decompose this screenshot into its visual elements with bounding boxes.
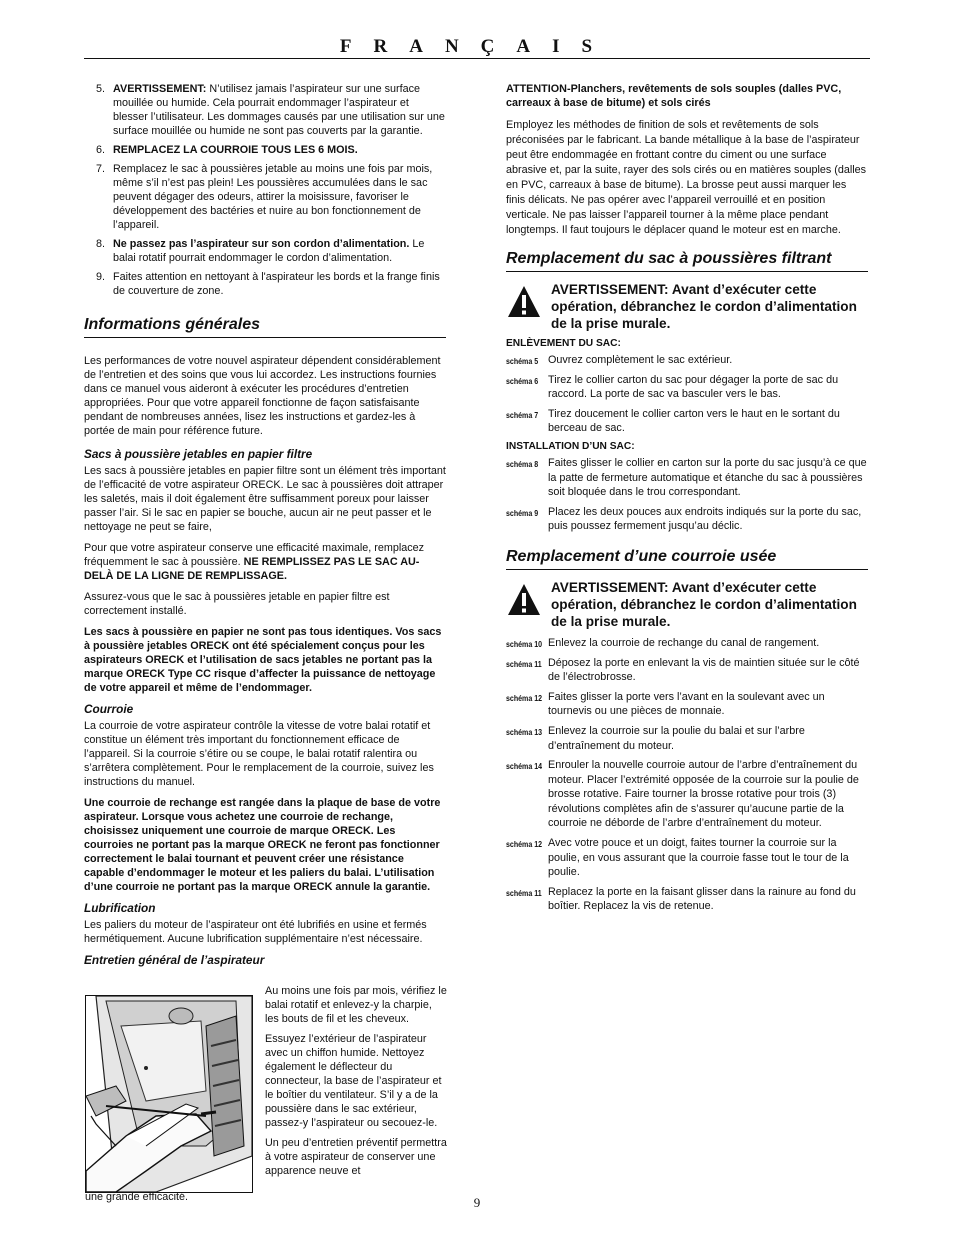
maintenance-paragraph-3-end: une grande efficacité. [85,1191,189,1203]
lubrication-paragraph: Les paliers du moteur de l’aspirateur ont été lubrifiés en usine et fermés hermétiquement. Aucune lubrification supplémentaire n’est nécessaire. [84,919,427,945]
bag-replacement-heading: Remplacement du sac à poussières filtrant [506,250,868,272]
list-item: schéma 9 Placez les deux pouces aux endroits indiqués sur la porte du sac, puis poussez fermement jusqu’au déclic. [506,505,862,533]
maintenance-side-text [265,984,447,1184]
bags-warning-paragraph: Les sacs à poussière en papier ne sont pas tous identiques. Vos sacs à poussière jetables ORECK ont été spécialement conçus pour les aspirateurs ORECK et l’utilisation de sacs jetables ne portant pas la marque ORECK Type CC risque d’affecter la puissance de nettoyage de votre appareil et même de l’endommager. [84,626,442,694]
maintenance-paragraph-2: Essuyez l’extérieur de l’aspirateur avec un chiffon humide. Nettoyez également le déflecteur du connecteur, la base de l’aspirateur et le boîtier du ventilateur. S’il y a de la poussière dans le sac extérieur, passez-y l’aspirateur ou secouez-le. [265,1033,442,1129]
list-item: schéma 10 Enlevez la courroie de rechange du canal de rangement. [506,636,820,649]
warning-block [506,281,868,333]
list-item: schéma 5 Ouvrez complètement le sac extérieur. [506,354,733,366]
list-item: 5. AVERTISSEMENT: N’utilisez jamais l’aspirateur sur une surface mouillée ou humide. Cela pourrait endommager l’aspirateur et blesser l’utilisateur. Les dommages causés par une utilisation sur une surface mouillée ou humide ne sont pas couverts par la garantie. [96,83,445,137]
bags-paragraph-2: Pour que votre aspirateur conserve une efficacité maximale, remplacez fréquemment le sac à poussière. NE REMPLISSEZ PAS LE SAC AU-DELÀ DE LA LIGNE DE REMPLISSAGE. [84,542,425,582]
maintenance-paragraph-3: Un peu d’entretien préventif permettra à votre aspirateur de conserver une apparence neuve et [265,1137,447,1177]
warning-triangle-icon [506,582,542,618]
belt-warning-paragraph: Une courroie de rechange est rangée dans la plaque de base de votre aspirateur. Lorsque vous achetez une courroie de rechange, choisissez uniquement une courroie de marque ORECK. Les courroies ne portant pas la marque ORECK ne feront pas fonctionner correctement le balai tournant et peuvent créer une résistance capable d’endommager le moteur et les paliers du balai. L’utilisation d’une courroie ne portant pas la marque ORECK annule la garantie. [84,797,441,893]
brush-cleaning-illustration [85,995,253,1193]
vacuum-base-drawing [86,996,252,1192]
belt-paragraph: La courroie de votre aspirateur contrôle la vitesse de votre balai rotatif et constitue un élément très important du fonctionnement efficace de l’appareil. Si la courroie s’étire ou se coupe, le balai rotatif ralentira ou s’arrêtera complètement. Pour le remplacement de la courroie, suivez les instructions du manuel. [84,720,434,788]
list-item: schéma 13 Enlevez la courroie sur la poulie du balai et sur l’arbre d’entraînement du moteur. [506,724,805,752]
bags-paragraph: Les sacs à poussière jetables en papier filtre sont un élément très important de l’efficacité de votre aspirateur ORECK. Le sac à poussières doit attraper les saletés, mais il doit également être suffisamment poreux pour laisser passer l’air. Si le sac en papier se bouche, aucun air ne peut passer et le nettoyage ne peut se faire, [84,465,446,533]
warning-block [506,579,868,631]
right-column [506,82,868,919]
safety-list [84,82,446,298]
belt-replacement-heading: Remplacement d’une courroie usée [506,548,868,570]
bags-paragraph-3: Assurez-vous que le sac à poussières jetable en papier filtre est correctement installé. [84,591,390,617]
warning-triangle-icon [506,284,542,320]
attention-paragraph: Employez les méthodes de finition de sols et revêtements de sols préconisées par le fabricant. La bande métallique à la base de l’aspirateur peut être endommagée en frottant contre du ciment ou une surface abrasive et, par la suite, rayer des sols cirés ou en matières souples (dalles en PVC, carreaux à base de bitume). La brosse peut aussi marquer les finis délicats. Ne pas opérer avec l’appareil verrouillé et en position verticale. Ne pas laisser l’appareil tourner à la même place pendant longtemps. Il faut toujours le déplacer quand le moteur est en marche. [506,119,867,236]
general-info-heading: Informations générales [84,316,446,338]
list-item: schéma 6 Tirez le collier carton du sac pour dégager la porte de sac du raccord. La porte de sac va basculer vers le bas. [506,373,839,401]
bags-heading: Sacs à poussière jetables en papier filtre [84,447,313,461]
bag-removal-caption: ENLÈVEMENT DU SAC: [506,338,621,349]
warning-text: AVERTISSEMENT: Avant d’exécuter cette opération, débranchez le cordon d’alimentation de la prise murale. [551,579,857,629]
list-item: schéma 12 Faites glisser la porte vers l’avant en la soulevant avec un tournevis ou une pièces de monnaie. [506,690,825,718]
attention-heading: ATTENTION-Planchers, revêtements de sols souples (dalles PVC, carreaux à base de bitume) et sols cirés [506,83,842,109]
bag-install-caption: INSTALLATION D’UN SAC: [506,440,635,452]
list-item: schéma 7 Tirez doucement le collier carton vers le haut en le sortant du berceau de sac. [506,407,840,435]
belt-heading: Courroie [84,702,134,716]
list-item: 6. REMPLACEZ LA COURROIE TOUS LES 6 MOIS. [96,144,358,156]
bag-removal-steps [506,353,868,436]
list-item: schéma 11 Déposez la porte en enlevant la vis de maintien située sur le côté de l’électrobrosse. [506,656,860,684]
list-item: 8. Ne passez pas l’aspirateur sur son cordon d’alimentation. Le balai rotatif pourrait endommager le cordon d’alimentation. [96,238,425,264]
list-item: 7. Remplacez le sac à poussières jetable au moins une fois par mois, même s’il n’est pas plein! Les poussières accumulées dans le sac peuvent dégager des odeurs, attirer la moisissure, favoriser le développement des bactéries et nuire au bon fonctionnement de l’appareil. [96,163,433,231]
page-header-title: FRANÇAIS [339,36,615,57]
warning-text: AVERTISSEMENT: Avant d’exécuter cette opération, débranchez le cordon d’alimentation de la prise murale. [551,282,857,331]
list-item: schéma 11 Replacez la porte en la faisant glisser dans la rainure au fond du boîtier. Replacez la vis de retenue. [506,885,856,913]
list-item: schéma 12 Avec votre pouce et un doigt, faites tourner la courroie sur la poulie, en vous assurant que la courroie fasse tout le tour de la poulie. [506,837,849,879]
list-item: 9. Faites attention en nettoyant à l'aspirateur les bords et la frange finis de couverture de zone. [96,271,440,297]
left-column [84,82,446,970]
list-item: schéma 14 Enrouler la nouvelle courroie autour de l’arbre d’entraînement du moteur. Placer l’extrémité opposée de la courroie sur la poulie de brosse rotative. Faire tourner la brosse rotative pour trois (3) révolutions complètes afin de s’assurer qu’aucune partie de la courroie ne déborde de l’arbre d’entraînement du moteur. [506,759,859,830]
general-intro: Les performances de votre nouvel aspirateur dépendent considérablement de l’entretien et des soins que vous lui accordez. Les instructions fournies dans ce manuel vous aideront à exécuter les procédures d’entretien appropriées. Pour que votre appareil fonctionne de façon satisfaisante pendant de nombreuses années, lisez les instructions et gardez-les à portée de main pour référence future. [84,355,441,437]
belt-replacement-steps [506,636,868,914]
maintenance-paragraph-1: Au moins une fois par mois, vérifiez le balai rotatif et enlevez-y la charpie, les bouts de fil et les cheveux. [265,985,447,1025]
header-rule [84,58,870,59]
bag-install-steps [506,456,868,534]
maintenance-heading: Entretien général de l’aspirateur [84,953,265,967]
page-number: 9 [473,1195,481,1210]
lubrication-heading: Lubrification [84,901,156,915]
list-item: schéma 8 Faites glisser le collier en carton sur la porte du sac jusqu’à ce que la patte de fermeture automatique et étanche du sac à poussières soit bloquée dans le trou correspondant. [506,456,867,499]
